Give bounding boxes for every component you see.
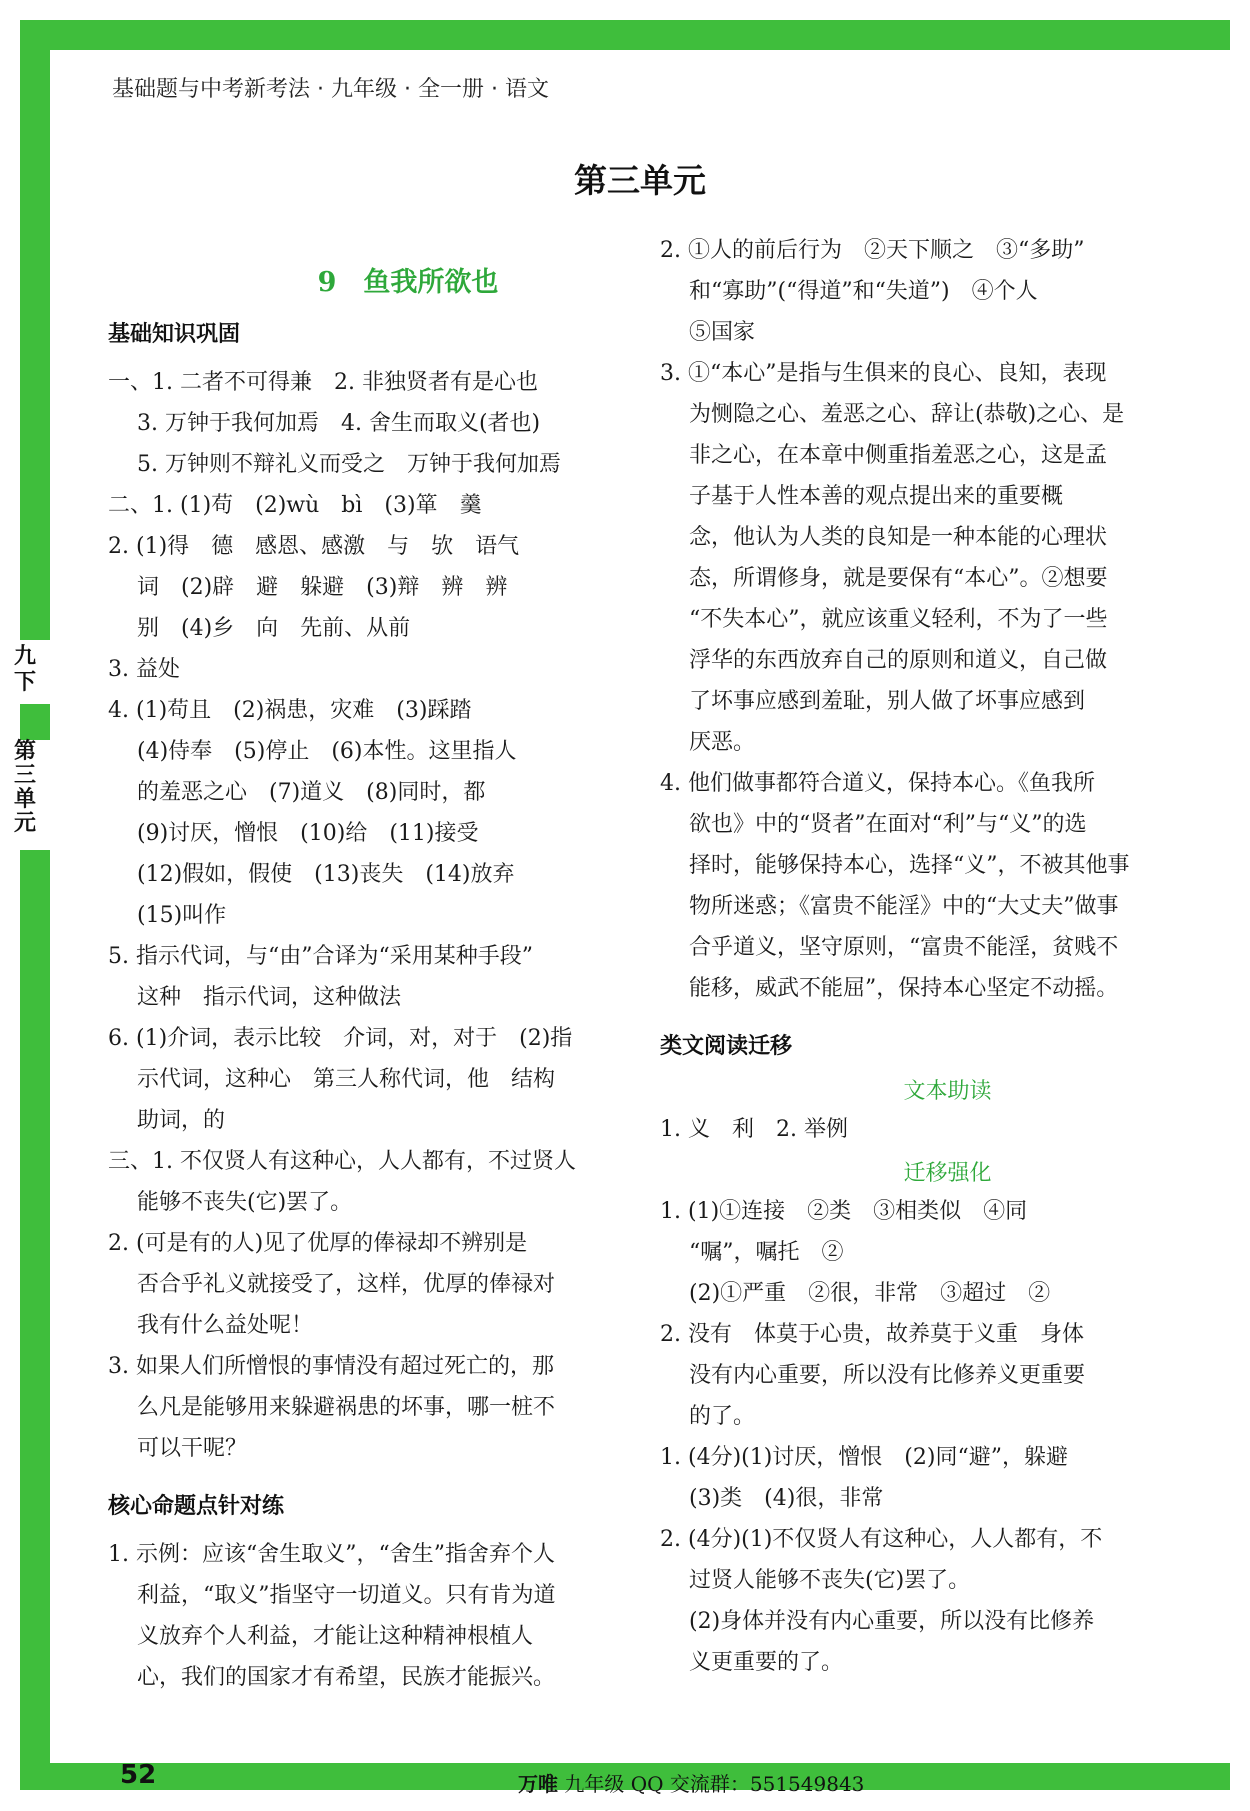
answer-line: 念，他认为人类的良知是一种本能的心理状 [660,525,1107,550]
lesson-title: 9 鱼我所欲也 [317,267,499,298]
page-number: 52 [120,1760,157,1790]
answer-line: 了坏事应感到羞耻，别人做了坏事应感到 [660,689,1085,714]
answer-line: 三、1. 不仅贤人有这种心，人人都有，不过贤人 [108,1149,576,1174]
answer-line: 非之心，在本章中侧重指羞恶之心，这是孟 [660,443,1107,468]
answer-line: 义更重要的了。 [660,1650,843,1675]
text-guide-answers [660,1109,1235,1150]
section-heading-transfer: 类文阅读迁移 [660,1034,793,1059]
answer-line: 一、1. 二者不可得兼 2. 非独贤者有是心也 [108,370,538,395]
answer-line: 么凡是能够用来躲避祸患的坏事，哪一桩不 [108,1395,555,1420]
subheading-text-guide: 文本助读 [903,1079,992,1104]
answer-line: 的了。 [660,1404,755,1429]
section-heading-basics: 基础知识巩固 [108,322,241,347]
book-header: 基础题与中考新考法 · 九年级 · 全一册 · 语文 [112,77,549,102]
side-tab-unit [0,740,50,850]
side-tab-grade-char: 九 [13,644,36,669]
transfer-practice-answers [660,1191,1235,1683]
answer-line: 3. 如果人们所憎恨的事情没有超过死亡的，那 [108,1354,554,1379]
answer-line: 1. (4分)(1)讨厌，憎恨 (2)同“避”，躲避 [660,1445,1068,1470]
answer-line: 浮华的东西放弃自己的原则和道义，自己做 [660,648,1107,673]
answer-line: 厌恶。 [660,730,755,755]
answer-line: 可以干呢？ [108,1436,247,1461]
answer-line: 欲也》中的“贤者”在面对“利”与“义”的选 [660,812,1087,837]
side-tab-unit-char: 元 [13,811,36,836]
answer-line: 5. 指示代词，与“由”合译为“采用某种手段” [108,944,533,969]
answer-line: 能移，威武不能屈”，保持本心坚定不动摇。 [660,976,1119,1001]
core-answers-continued [660,230,1235,1009]
answer-line: 4. 他们做事都符合道义，保持本心。《鱼我所 [660,771,1095,796]
answer-line: 态，所谓修身，就是要保有“本心”。②想要 [660,566,1108,591]
answer-line: 1. (1)①连接 ②类 ③相类似 ④同 [660,1199,1028,1224]
left-column [108,230,688,1698]
side-tab-grade [0,640,50,704]
answer-line: 心，我们的国家才有希望，民族才能振兴。 [108,1665,555,1690]
basics-answers [108,362,688,1469]
answer-line: 3. 益处 [108,657,180,682]
answer-line: 3. ①“本心”是指与生俱来的良心、良知，表现 [660,361,1107,386]
side-tab-unit-char: 第 [13,739,36,764]
brand-name: 万唯 [518,1772,558,1796]
unit-title: 第三单元 [574,161,706,200]
answer-line: 3. 万钟于我何加焉 4. 舍生而取义(者也) [108,411,541,436]
answer-line: (9)讨厌，憎恨 (10)给 (11)接受 [108,821,479,846]
footer-brand [518,1768,864,1797]
answer-line: 义放弃个人利益，才能让这种精神根植人 [108,1624,533,1649]
answer-line: 择时，能够保持本心，选择“义”，不被其他事 [660,853,1130,878]
answer-page [50,50,1230,1796]
answer-line: 能够不丧失(它)罢了。 [108,1190,353,1215]
right-column [660,230,1235,1683]
side-tab-unit-char: 三 [13,763,36,788]
answer-line: “嘱”，嘱托 ② [660,1240,844,1265]
answer-line: 我有什么益处呢！ [108,1313,313,1338]
answer-line: (2)①严重 ②很，非常 ③超过 ② [660,1281,1051,1306]
answer-line: 2. 没有 体莫于心贵，故养莫于义重 身体 [660,1322,1084,1347]
answer-line: (4)侍奉 (5)停止 (6)本性。这里指人 [108,739,517,764]
answer-line: 5. 万钟则不辩礼义而受之 万钟于我何加焉 [108,452,561,477]
answer-line: 利益，“取义”指坚守一切道义。只有肯为道 [108,1583,556,1608]
answer-line: 2. (可是有的人)见了优厚的俸禄却不辨别是 [108,1231,528,1256]
section-heading-core: 核心命题点针对练 [108,1494,285,1519]
answer-line: 合乎道义，坚守原则，“富贵不能淫，贫贱不 [660,935,1119,960]
answer-line: 6. (1)介词，表示比较 介词，对，对于 (2)指 [108,1026,573,1051]
core-answers [108,1534,688,1698]
answer-line: “不失本心”，就应该重义轻利，不为了一些 [660,607,1108,632]
answer-line: (15)叫作 [108,903,227,928]
answer-line: 别 (4)乡 向 先前、从前 [108,616,411,641]
answer-line: 4. (1)苟且 (2)祸患，灾难 (3)踩踏 [108,698,472,723]
answer-line: 2. ①人的前后行为 ②天下顺之 ③“多助” [660,238,1085,263]
answer-line: (2)身体并没有内心重要，所以没有比修养 [660,1609,1095,1634]
green-frame-top [20,20,1230,50]
green-frame-left [20,20,50,1790]
answer-line: 的羞恶之心 (7)道义 (8)同时，都 [108,780,486,805]
answer-line: 助词，的 [108,1108,225,1133]
answer-line: 词 (2)辟 避 躲避 (3)辩 辨 辨 [108,575,508,600]
answer-line: 否合乎礼义就接受了，这样，优厚的俸禄对 [108,1272,555,1297]
qq-group: 九年级 QQ 交流群：551549843 [564,1772,865,1796]
answer-line: ⑤国家 [660,320,755,345]
subheading-transfer-practice: 迁移强化 [903,1161,992,1186]
answer-line: 子基于人性本善的观点提出来的重要概 [660,484,1063,509]
answer-line: 和“寡助”(“得道”和“失道”) ④个人 [660,279,1038,304]
answer-line: 1. 义 利 2. 举例 [660,1117,848,1142]
answer-line: 2. (1)得 德 感恩、感激 与 欤 语气 [108,534,520,559]
answer-line: (3)类 (4)很，非常 [660,1486,884,1511]
answer-line: 1. 示例：应该“舍生取义”，“舍生”指舍弃个人 [108,1542,555,1567]
answer-line: 2. (4分)(1)不仅贤人有这种心，人人都有，不 [660,1527,1103,1552]
answer-line: 二、1. (1)苟 (2)wù bì (3)箪 羹 [108,493,482,518]
answer-line: 物所迷惑；《富贵不能淫》中的“大丈夫”做事 [660,894,1119,919]
answer-line: 过贤人能够不丧失(它)罢了。 [660,1568,971,1593]
answer-line: 这种 指示代词，这种做法 [108,985,401,1010]
answer-line: (12)假如，假使 (13)丧失 (14)放弃 [108,862,515,887]
answer-line: 为恻隐之心、羞恶之心、辞让(恭敬)之心、是 [660,402,1125,427]
side-tab-unit-char: 单 [13,787,36,812]
answer-line: 示代词，这种心 第三人称代词，他 结构 [108,1067,555,1092]
side-tab-grade-char: 下 [13,670,36,695]
answer-line: 没有内心重要，所以没有比修养义更重要 [660,1363,1085,1388]
